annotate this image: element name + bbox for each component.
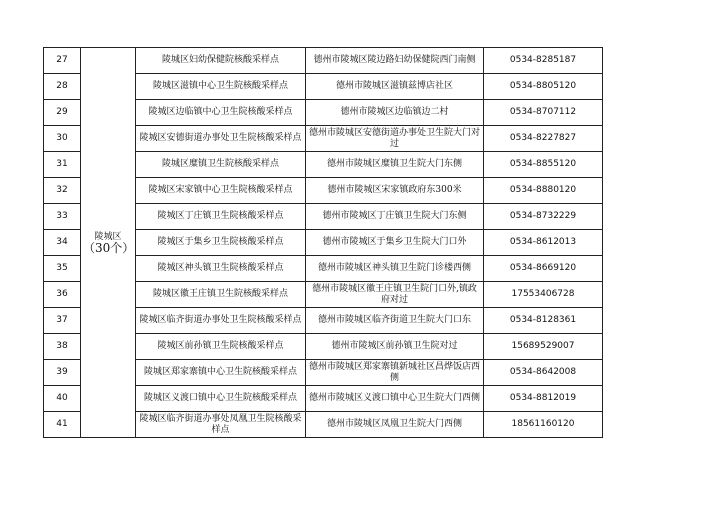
site-name: 陵城区糜镇卫生院核酸采样点 bbox=[136, 152, 306, 178]
site-phone: 0534-8128361 bbox=[484, 308, 603, 334]
site-phone: 0534-8805120 bbox=[484, 74, 603, 100]
site-name: 陵城区郑家寨镇中心卫生院核酸采样点 bbox=[136, 360, 306, 386]
site-name: 陵城区临齐街道办事处凤凰卫生院核酸采样点 bbox=[136, 412, 306, 438]
site-name: 陵城区丁庄镇卫生院核酸采样点 bbox=[136, 204, 306, 230]
site-address: 德州市陵城区临齐街道卫生院大门口东 bbox=[306, 308, 484, 334]
site-name: 陵城区安德街道办事处卫生院核酸采样点 bbox=[136, 126, 306, 152]
site-phone: 0534-8669120 bbox=[484, 256, 603, 282]
site-phone: 0534-8227827 bbox=[484, 126, 603, 152]
site-name: 陵城区神头镇卫生院核酸采样点 bbox=[136, 256, 306, 282]
site-phone: 17553406728 bbox=[484, 282, 603, 308]
site-name: 陵城区妇幼保健院核酸采样点 bbox=[136, 48, 306, 74]
row-number: 27 bbox=[44, 48, 81, 74]
table-body bbox=[44, 48, 603, 438]
row-number: 28 bbox=[44, 74, 81, 100]
site-phone: 0534-8880120 bbox=[484, 178, 603, 204]
site-phone: 0534-8642008 bbox=[484, 360, 603, 386]
site-phone: 18561160120 bbox=[484, 412, 603, 438]
row-number: 29 bbox=[44, 100, 81, 126]
site-address: 德州市陵城区糜镇卫生院大门东侧 bbox=[306, 152, 484, 178]
row-number: 33 bbox=[44, 204, 81, 230]
site-address: 德州市陵城区边临镇边二村 bbox=[306, 100, 484, 126]
site-address: 德州市陵城区陵边路妇幼保健院西门南侧 bbox=[306, 48, 484, 74]
site-phone: 0534-8285187 bbox=[484, 48, 603, 74]
site-address: 德州市陵城区滋镇兹博店社区 bbox=[306, 74, 484, 100]
site-address: 德州市陵城区徽王庄镇卫生院门口外,镇政府对过 bbox=[306, 282, 484, 308]
row-number: 39 bbox=[44, 360, 81, 386]
site-address: 德州市陵城区郑家寨镇新城社区昌烨饭店西侧 bbox=[306, 360, 484, 386]
row-number: 38 bbox=[44, 334, 81, 360]
site-name: 陵城区宋家镇中心卫生院核酸采样点 bbox=[136, 178, 306, 204]
site-name: 陵城区义渡口镇中心卫生院核酸采样点 bbox=[136, 386, 306, 412]
site-phone: 15689529007 bbox=[484, 334, 603, 360]
row-number: 31 bbox=[44, 152, 81, 178]
site-phone: 0534-8707112 bbox=[484, 100, 603, 126]
row-number: 35 bbox=[44, 256, 81, 282]
row-number: 36 bbox=[44, 282, 81, 308]
site-address: 德州市陵城区义渡口镇中心卫生院大门西侧 bbox=[306, 386, 484, 412]
site-address: 德州市陵城区于集乡卫生院大门口外 bbox=[306, 230, 484, 256]
site-name: 陵城区于集乡卫生院核酸采样点 bbox=[136, 230, 306, 256]
site-address: 德州市陵城区宋家镇政府东300米 bbox=[306, 178, 484, 204]
row-number: 30 bbox=[44, 126, 81, 152]
sampling-sites-table bbox=[43, 47, 603, 438]
site-address: 德州市陵城区丁庄镇卫生院大门东侧 bbox=[306, 204, 484, 230]
district-name: 陵城区 bbox=[94, 231, 122, 242]
row-number: 34 bbox=[44, 230, 81, 256]
site-name: 陵城区徽王庄镇卫生院核酸采样点 bbox=[136, 282, 306, 308]
site-address: 德州市陵城区神头镇卫生院门诊楼西侧 bbox=[306, 256, 484, 282]
row-number: 40 bbox=[44, 386, 81, 412]
site-phone: 0534-8855120 bbox=[484, 152, 603, 178]
site-phone: 0534-8732229 bbox=[484, 204, 603, 230]
district-count: （30个） bbox=[83, 240, 135, 255]
site-name: 陵城区临齐街道办事处卫生院核酸采样点 bbox=[136, 308, 306, 334]
site-name: 陵城区边临镇中心卫生院核酸采样点 bbox=[136, 100, 306, 126]
site-address: 德州市陵城区安德街道办事处卫生院大门对过 bbox=[306, 126, 484, 152]
table-row bbox=[44, 48, 603, 74]
row-number: 41 bbox=[44, 412, 81, 438]
site-name: 陵城区滋镇中心卫生院核酸采样点 bbox=[136, 74, 306, 100]
site-phone: 0534-8612013 bbox=[484, 230, 603, 256]
site-phone: 0534-8812019 bbox=[484, 386, 603, 412]
row-number: 37 bbox=[44, 308, 81, 334]
row-number: 32 bbox=[44, 178, 81, 204]
site-address: 德州市陵城区前孙镇卫生院对过 bbox=[306, 334, 484, 360]
district-cell bbox=[81, 48, 136, 438]
site-name: 陵城区前孙镇卫生院核酸采样点 bbox=[136, 334, 306, 360]
site-address: 德州市陵城区凤凰卫生院大门西侧 bbox=[306, 412, 484, 438]
